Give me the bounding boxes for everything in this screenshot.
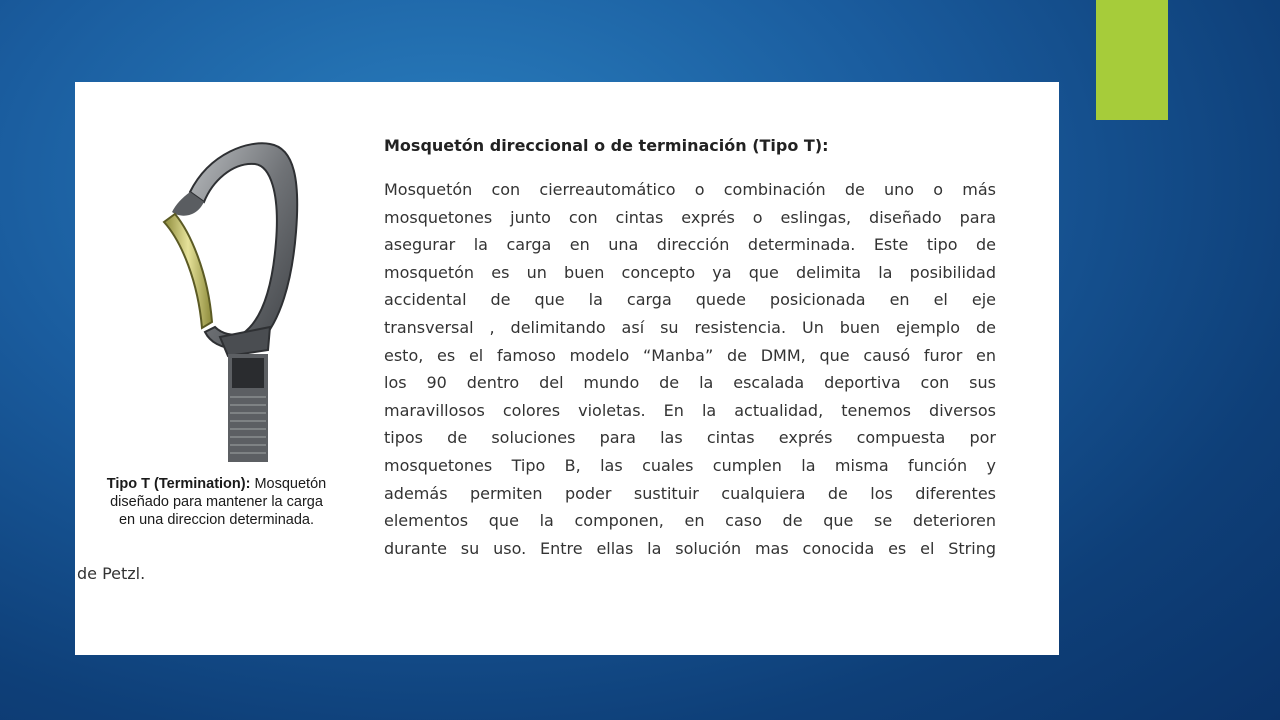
body-line: esto, es el famoso modelo “Manba” de DMM, que causó furor en [384, 345, 996, 365]
body-line: maravillosos colores violetas. En la actualidad, tenemos diversos [384, 400, 996, 420]
figure-caption [75, 475, 358, 529]
accent-bar [1096, 0, 1168, 120]
body-line: Mosquetón con cierreautomático o combinación de uno o más [384, 180, 996, 199]
article-heading: Mosquetón direccional o de terminación (Tipo T): [384, 136, 829, 155]
caption-rest: Mosquetón [250, 476, 327, 492]
body-line: accidental de que la carga quede posicionada en el eje [384, 290, 996, 310]
body-line: mosquetón es un buen concepto ya que delimita la posibilidad [384, 262, 996, 282]
carabiner-icon [120, 122, 360, 462]
article-tail: de Petzl. [77, 564, 146, 583]
body-line: mosquetones Tipo B, las cuales cumplen la misma función y [384, 455, 996, 475]
body-line: asegurar la carga en una dirección determinada. Este tipo de [384, 235, 996, 255]
body-line: durante su uso. Entre ellas la solución mas conocida es el String [384, 538, 996, 558]
body-line: elementos que la componen, en caso de que se deterioren [384, 511, 996, 531]
article-body [384, 176, 996, 562]
body-line: mosquetones junto con cintas exprés o eslingas, diseñado para [384, 207, 996, 227]
body-line: además permiten poder sustituir cualquiera de los diferentes [384, 483, 996, 503]
body-line: tipos de soluciones para las cintas exprés compuesta por [384, 428, 996, 448]
body-line: transversal , delimitando así su resistencia. Un buen ejemplo de [384, 317, 996, 337]
caption-bold: Tipo T (Termination): [106, 476, 251, 492]
carabiner-image [120, 122, 360, 462]
slide-content-panel [75, 82, 1059, 655]
caption-line-3: en una direccion determinada. [118, 512, 315, 528]
caption-line-2: diseñado para mantener la carga [110, 494, 323, 510]
body-line: los 90 dentro del mundo de la escalada deportiva con sus [384, 373, 996, 393]
